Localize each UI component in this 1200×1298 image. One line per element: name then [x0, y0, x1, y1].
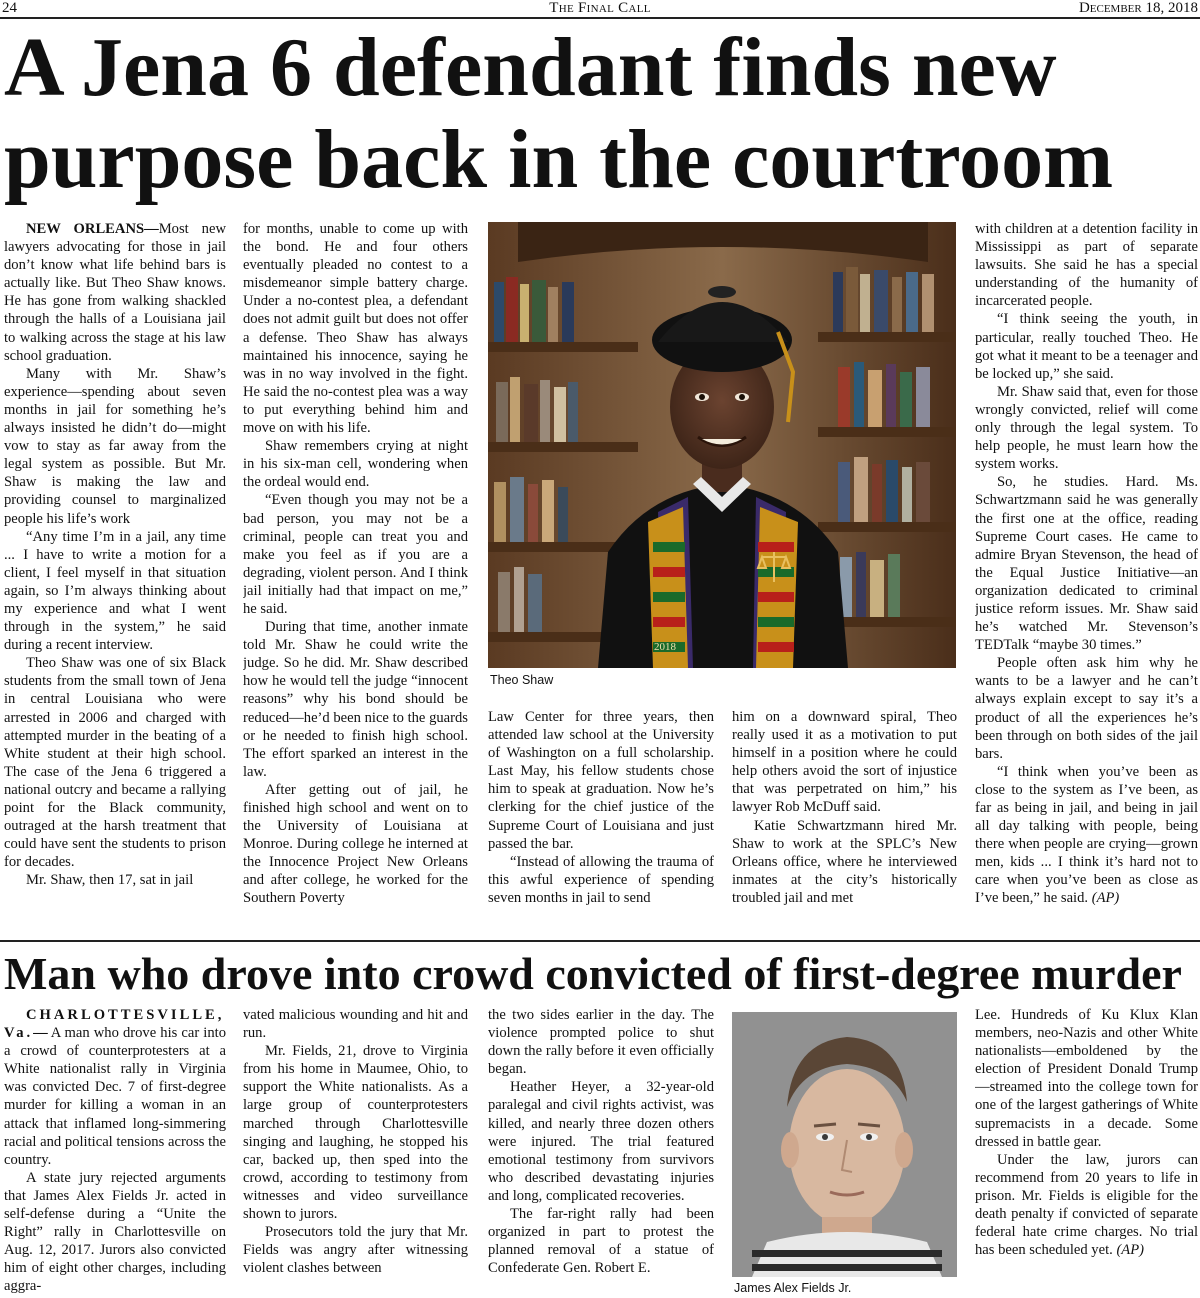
paragraph: Law Center for three years, then attended law school at the University of Washington on a full scholarship. Last May, his fellow students chose him to speak at graduation. Now he’s clerking for the chief justice of the Supreme Court of Louisiana and just passed the bar.	[488, 709, 714, 852]
paragraph: People often ask him why he wants to be a lawyer and he can’t always explain except to say it’s a product of all the experiences he’s been through on both sides of the jail bars.	[975, 655, 1198, 762]
story1-column-1	[4, 220, 226, 936]
paragraph: Prosecutors told the jury that Mr. Fields was angry after witnessing violent clashes between	[243, 1224, 468, 1277]
paragraph: “Instead of allowing the trauma of this awful experience of spending seven months in jail to send	[488, 853, 714, 906]
paragraph: Many with Mr. Shaw’s experience—spending about seven months in jail for something he’s always insisted he didn’t do—might vow to stay as far away from the legal system as possible. But Mr. Shaw is making the law and providing counsel to marginalized people his life’s work	[4, 365, 226, 527]
paragraph: Lee. Hundreds of Ku Klux Klan members, neo-Nazis and other White nationalists—emboldened by the election of President Donald Trump—streamed into the college town for one of the largest gatherings of White supremacists in a decade. Some dressed in battle gear.	[975, 1007, 1198, 1150]
paragraph: “Any time I’m in a jail, any time ... I have to write a motion for a client, I feel myself in that situation again, so I’m always thinking about my experience and what I went through in the system,” he said during a recent interview.	[4, 528, 226, 654]
paragraph: Shaw remembers crying at night in his six-man cell, wondering when the ordeal would end.	[243, 438, 468, 491]
paragraph: After getting out of jail, he finished high school and went on to the University of Louisiana at Monroe. During college he interned at the Innocence Project New Orleans and after college, he worked for the Southern Poverty	[243, 781, 468, 907]
story1-column-2	[243, 220, 468, 936]
james-fields-photo-caption: James Alex Fields Jr.	[734, 1281, 852, 1295]
paragraph: So, he studies. Hard. Ms. Schwartzmann said he was generally the first one at the office, reading Supreme Court cases. He came to admire Bryan Stevenson, the head of the Equal Justice Initiative—an organization dedicated to criminal justice reform issues. Mr. Shaw said he’s watched Mr. Stevenson’s TEDTalk “maybe 30 times.”	[975, 474, 1198, 654]
paragraph: Mr. Shaw said that, even for those wrongly convicted, relief will come only through the legal system. To help people, he must learn how the system works.	[975, 383, 1198, 473]
paragraph: The far-right rally had been organized in part to protest the planned removal of a statue of Confederate Gen. Robert E.	[488, 1206, 714, 1277]
story2-column-5	[975, 1006, 1198, 1298]
story1-column-4	[732, 708, 957, 936]
header-rule	[0, 17, 1200, 19]
theo-shaw-photo-caption: Theo Shaw	[490, 673, 554, 687]
paragraph: A state jury rejected arguments that James Alex Fields Jr. acted in self-defense during a “Unite the Right” rally in Charlottesville on Aug. 12, 2017. Jurors also convicted him of eight other charges, including aggra-	[4, 1169, 226, 1295]
paragraph: Theo Shaw was one of six Black students from the small town of Jena in central Louisiana who were arrested in 2006 and charged with attempted murder in the beating of a White student at their high school. The case of the Jena 6 triggered a national outcry and became a rallying point for the Black community, outraged at the harsh treatment that could have sent the students to prison for decades.	[4, 655, 226, 871]
paragraph: During that time, another inmate told Mr. Shaw he could write the judge. So he did. Mr. Shaw described how he would tell the judge “innocent reasons” why his bond should be reduced—he’d been nice to the guards or he needed to finish high school. The effort sparked an interest in the law.	[243, 619, 468, 780]
story2-headline: Man who drove into crowd convicted of first-degree murder	[4, 948, 1182, 999]
paragraph: Most new lawyers advocating for those in jail don’t know what life behind bars is actually like. But Theo Shaw knows. He has gone from walking shackled through the halls of a Louisiana jail to walking across the stage at his law school graduation.	[4, 221, 226, 364]
paragraph: Mr. Shaw, then 17, sat in jail	[26, 872, 194, 889]
story2-credit: (AP)	[1116, 1242, 1144, 1259]
story1-headline	[4, 22, 1200, 206]
paragraph: vated malicious wounding and hit and run.	[243, 1007, 468, 1042]
issue-date: December 18, 2018	[1078, 0, 1198, 16]
graduation-portrait-image	[488, 222, 956, 668]
story1-column-3	[488, 708, 714, 936]
paragraph: Under the law, jurors can recommend from 20 years to life in prison. Mr. Fields is eligible for the death penalty if convicted of separate federal hate crime charges. No trial has been scheduled yet.	[975, 1151, 1198, 1259]
paragraph: A man who drove his car into a crowd of counterprotesters at a White nationalist rally in Virginia was convicted Dec. 7 of first-degree murder for killing a woman in an attack that inflamed long-simmering racial and political tensions across the country.	[4, 1025, 226, 1168]
story1-column-5	[975, 220, 1198, 936]
story1-dateline: NEW ORLEANS—	[26, 221, 159, 237]
story1-headline-line2: purpose back in the courtroom	[4, 113, 1114, 206]
mugshot-image	[732, 1012, 957, 1277]
newspaper-name: The Final Call	[549, 0, 651, 16]
paragraph: “I think when you’ve been as close to the system as I’ve been, as far as being in jail, and being in jail all day talking with people, being there when people are crying—grown men, kids ... I think it’s hard not to care when you’ve been as close as I’ve been,” he said.	[975, 763, 1198, 907]
paragraph: “I think seeing the youth, in particular, really touched Theo. He got what it meant to be a teenager and be locked up,” she said.	[975, 311, 1198, 382]
stole-year: 2018	[654, 641, 676, 653]
paragraph: Mr. Fields, 21, drove to Virginia from his home in Maumee, Ohio, to support the White nationalists. As a large group of counterprotesters marched through Charlottesville singing and laughing, he stopped his car, backed up, then sped into the crowd, according to testimony from witnesses and video surveillance shown to jurors.	[243, 1043, 468, 1223]
page-header	[0, 0, 1200, 18]
paragraph: for months, unable to come up with the bond. He and four others eventually pleaded no contest to a misdemeanor simple battery charge. Under a no-contest plea, a defendant does not admit guilt but does not offer a defense. Theo Shaw has always maintained his innocence, saying he was in no way involved in the fight. He said the no-contest plea was a way to put everything behind him and move on with his life.	[243, 221, 468, 437]
theo-shaw-photo	[488, 222, 956, 668]
paragraph: with children at a detention facility in Mississippi as part of separate lawsuits. She said he has a special understanding of the humanity of incarcerated people.	[975, 221, 1198, 310]
paragraph: the two sides earlier in the day. The violence prompted police to shut down the rally before it even officially began.	[488, 1007, 714, 1078]
paragraph: Heather Heyer, a 32-year-old paralegal and civil rights activist, was killed, and nearly three dozen others were injured. The trial featured emotional testimony from survivors who described devastating injuries and long, complicated recoveries.	[488, 1079, 714, 1204]
paragraph: Katie Schwartzmann hired Mr. Shaw to work at the SPLC’s New Orleans office, where he interviewed inmates at the city’s historically troubled jail and met	[732, 817, 957, 906]
story-divider	[0, 940, 1200, 942]
story1-credit: (AP)	[1091, 890, 1120, 907]
story1-headline-line1: A Jena 6 defendant finds new	[4, 21, 1057, 114]
story2-column-3	[488, 1006, 714, 1298]
story2-column-2	[243, 1006, 468, 1298]
james-fields-photo	[732, 1012, 957, 1277]
story2-column-1	[4, 1006, 226, 1298]
paragraph: him on a downward spiral, Theo really used it as a motivation to put himself in a position where he could help others avoid the sort of injustice that was perpetrated on him,” his lawyer Rob McDuff said.	[732, 709, 957, 816]
story2-dateline: CHARLOTTESVILLE, Va.—	[4, 1007, 225, 1042]
paragraph: “Even though you may not be a bad person, you may not be a criminal, people can treat you and make you feel as if you are a degrading, violent person. And I think jail initially had that impact on me,” he said.	[243, 492, 468, 617]
page-number: 24	[2, 0, 17, 16]
